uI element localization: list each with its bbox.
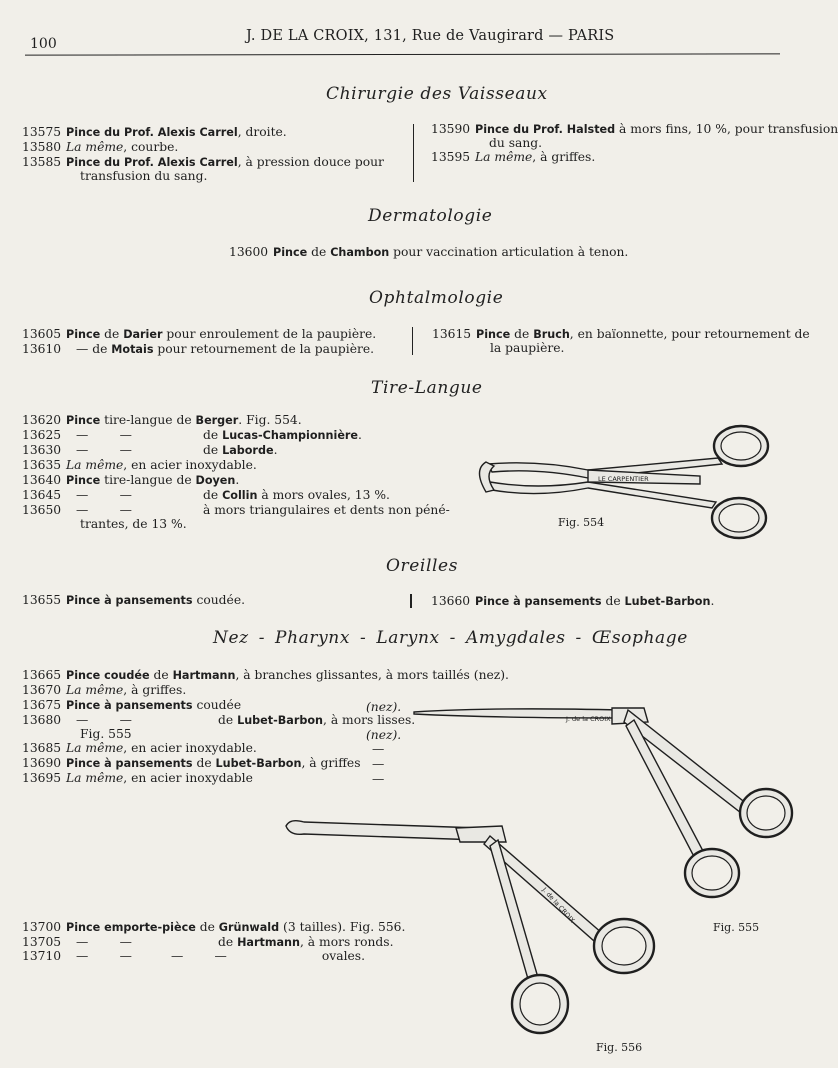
list-item-note: (nez). xyxy=(366,700,402,714)
list-item-continuation: trantes, de 13 %. xyxy=(80,517,187,531)
section-title-oreilles: Oreilles xyxy=(386,556,459,576)
list-item-continuation: transfusion du sang. xyxy=(80,169,208,183)
list-item-continuation: la paupière. xyxy=(490,341,565,355)
list-item: 13690 Pince à pansements de Lubet-Barbon, à griffes xyxy=(22,756,361,770)
section-title-ophtalmologie: Ophtalmologie xyxy=(369,288,504,308)
list-item: 13640 Pince tire-langue de Doyen. xyxy=(22,473,240,487)
tongue-forceps-illustration xyxy=(468,420,774,545)
header-rule xyxy=(25,53,780,55)
list-item: 13680 — — de Lubet-Barbon, à mors lisses. xyxy=(22,713,416,727)
list-item: 13635 La même, en acier inoxydable. xyxy=(22,458,257,472)
list-item: 13610 — de Motais pour retournement de la paupière. xyxy=(22,342,375,356)
list-item: 13580 La même, courbe. xyxy=(22,140,179,154)
list-item: 13605 Pince de Darier pour enroulement de la paupière. xyxy=(22,327,377,341)
page-header: J. DE LA CROIX, 131, Rue de Vaugirard — PARIS xyxy=(246,28,615,44)
list-item: 13665 Pince coudée de Hartmann, à branches glissantes, à mors taillés (nez). xyxy=(22,668,509,682)
list-item-continuation: Fig. 555 xyxy=(80,727,132,741)
list-item: 13675 Pince à pansements coudée xyxy=(22,698,242,712)
instrument-engraving: J. de la CROIX xyxy=(566,715,611,723)
ditto-mark: — xyxy=(372,772,385,786)
section-title-vaisseaux: Chirurgie des Vaisseaux xyxy=(326,84,548,104)
list-item: 13625 — — de Lucas-Championnière. xyxy=(22,428,362,442)
column-divider xyxy=(413,124,414,182)
column-divider xyxy=(410,594,412,608)
list-item: 13645 — — de Collin à mors ovales, 13 %. xyxy=(22,488,390,502)
list-item: 13705 — — de Hartmann, à mors ronds. xyxy=(22,935,394,949)
list-item: 13590 Pince du Prof. Halsted à mors fins, 10 %, pour transfusion xyxy=(431,122,838,136)
list-item: 13575 Pince du Prof. Alexis Carrel, droite. xyxy=(22,125,287,139)
list-item: 13710 — — — — ovales. xyxy=(22,949,366,963)
list-item-continuation: du sang. xyxy=(489,136,543,150)
list-item: 13620 Pince tire-langue de Berger. Fig. 554. xyxy=(22,413,302,427)
list-item: 13615 Pince de Bruch, en baïonnette, pour retournement de xyxy=(432,327,810,341)
section-title-tire-langue: Tire-Langue xyxy=(371,378,483,398)
instrument-engraving: J. de la CROIX xyxy=(540,885,577,925)
instrument-engraving: LE CARPENTIER xyxy=(598,475,649,483)
list-item: 13660 Pince à pansements de Lubet-Barbon. xyxy=(431,594,715,608)
list-item: 13700 Pince emporte-pièce de Grünwald (3 tailles). Fig. 556. xyxy=(22,920,406,934)
page-number: 100 xyxy=(30,36,57,52)
list-item: 13685 La même, en acier inoxydable. xyxy=(22,741,257,755)
figure-caption: Fig. 556 xyxy=(596,1041,643,1054)
list-item: 13600 Pince de Chambon pour vaccination articulation à tenon. xyxy=(229,245,629,259)
ditto-mark: — xyxy=(372,757,385,771)
section-title-nez: Nez - Pharynx - Larynx - Amygdales - Œsophage xyxy=(213,628,688,648)
list-item: 13630 — — de Laborde. xyxy=(22,443,278,457)
list-item: 13695 La même, en acier inoxydable xyxy=(22,771,253,785)
list-item-note: (nez). xyxy=(366,728,402,742)
ditto-mark: — xyxy=(372,742,385,756)
list-item: 13655 Pince à pansements coudée. xyxy=(22,593,246,607)
section-title-dermatologie: Dermatologie xyxy=(368,206,493,226)
column-divider xyxy=(412,327,413,355)
list-item: 13670 La même, à griffes. xyxy=(22,683,187,697)
figure-caption: Fig. 554 xyxy=(558,516,605,529)
list-item: 13585 Pince du Prof. Alexis Carrel, à pression douce pour xyxy=(22,155,384,169)
figure-caption: Fig. 555 xyxy=(713,921,760,934)
list-item: 13595 La même, à griffes. xyxy=(431,150,596,164)
list-item: 13650 — — à mors triangulaires et dents non péné- xyxy=(22,503,450,517)
